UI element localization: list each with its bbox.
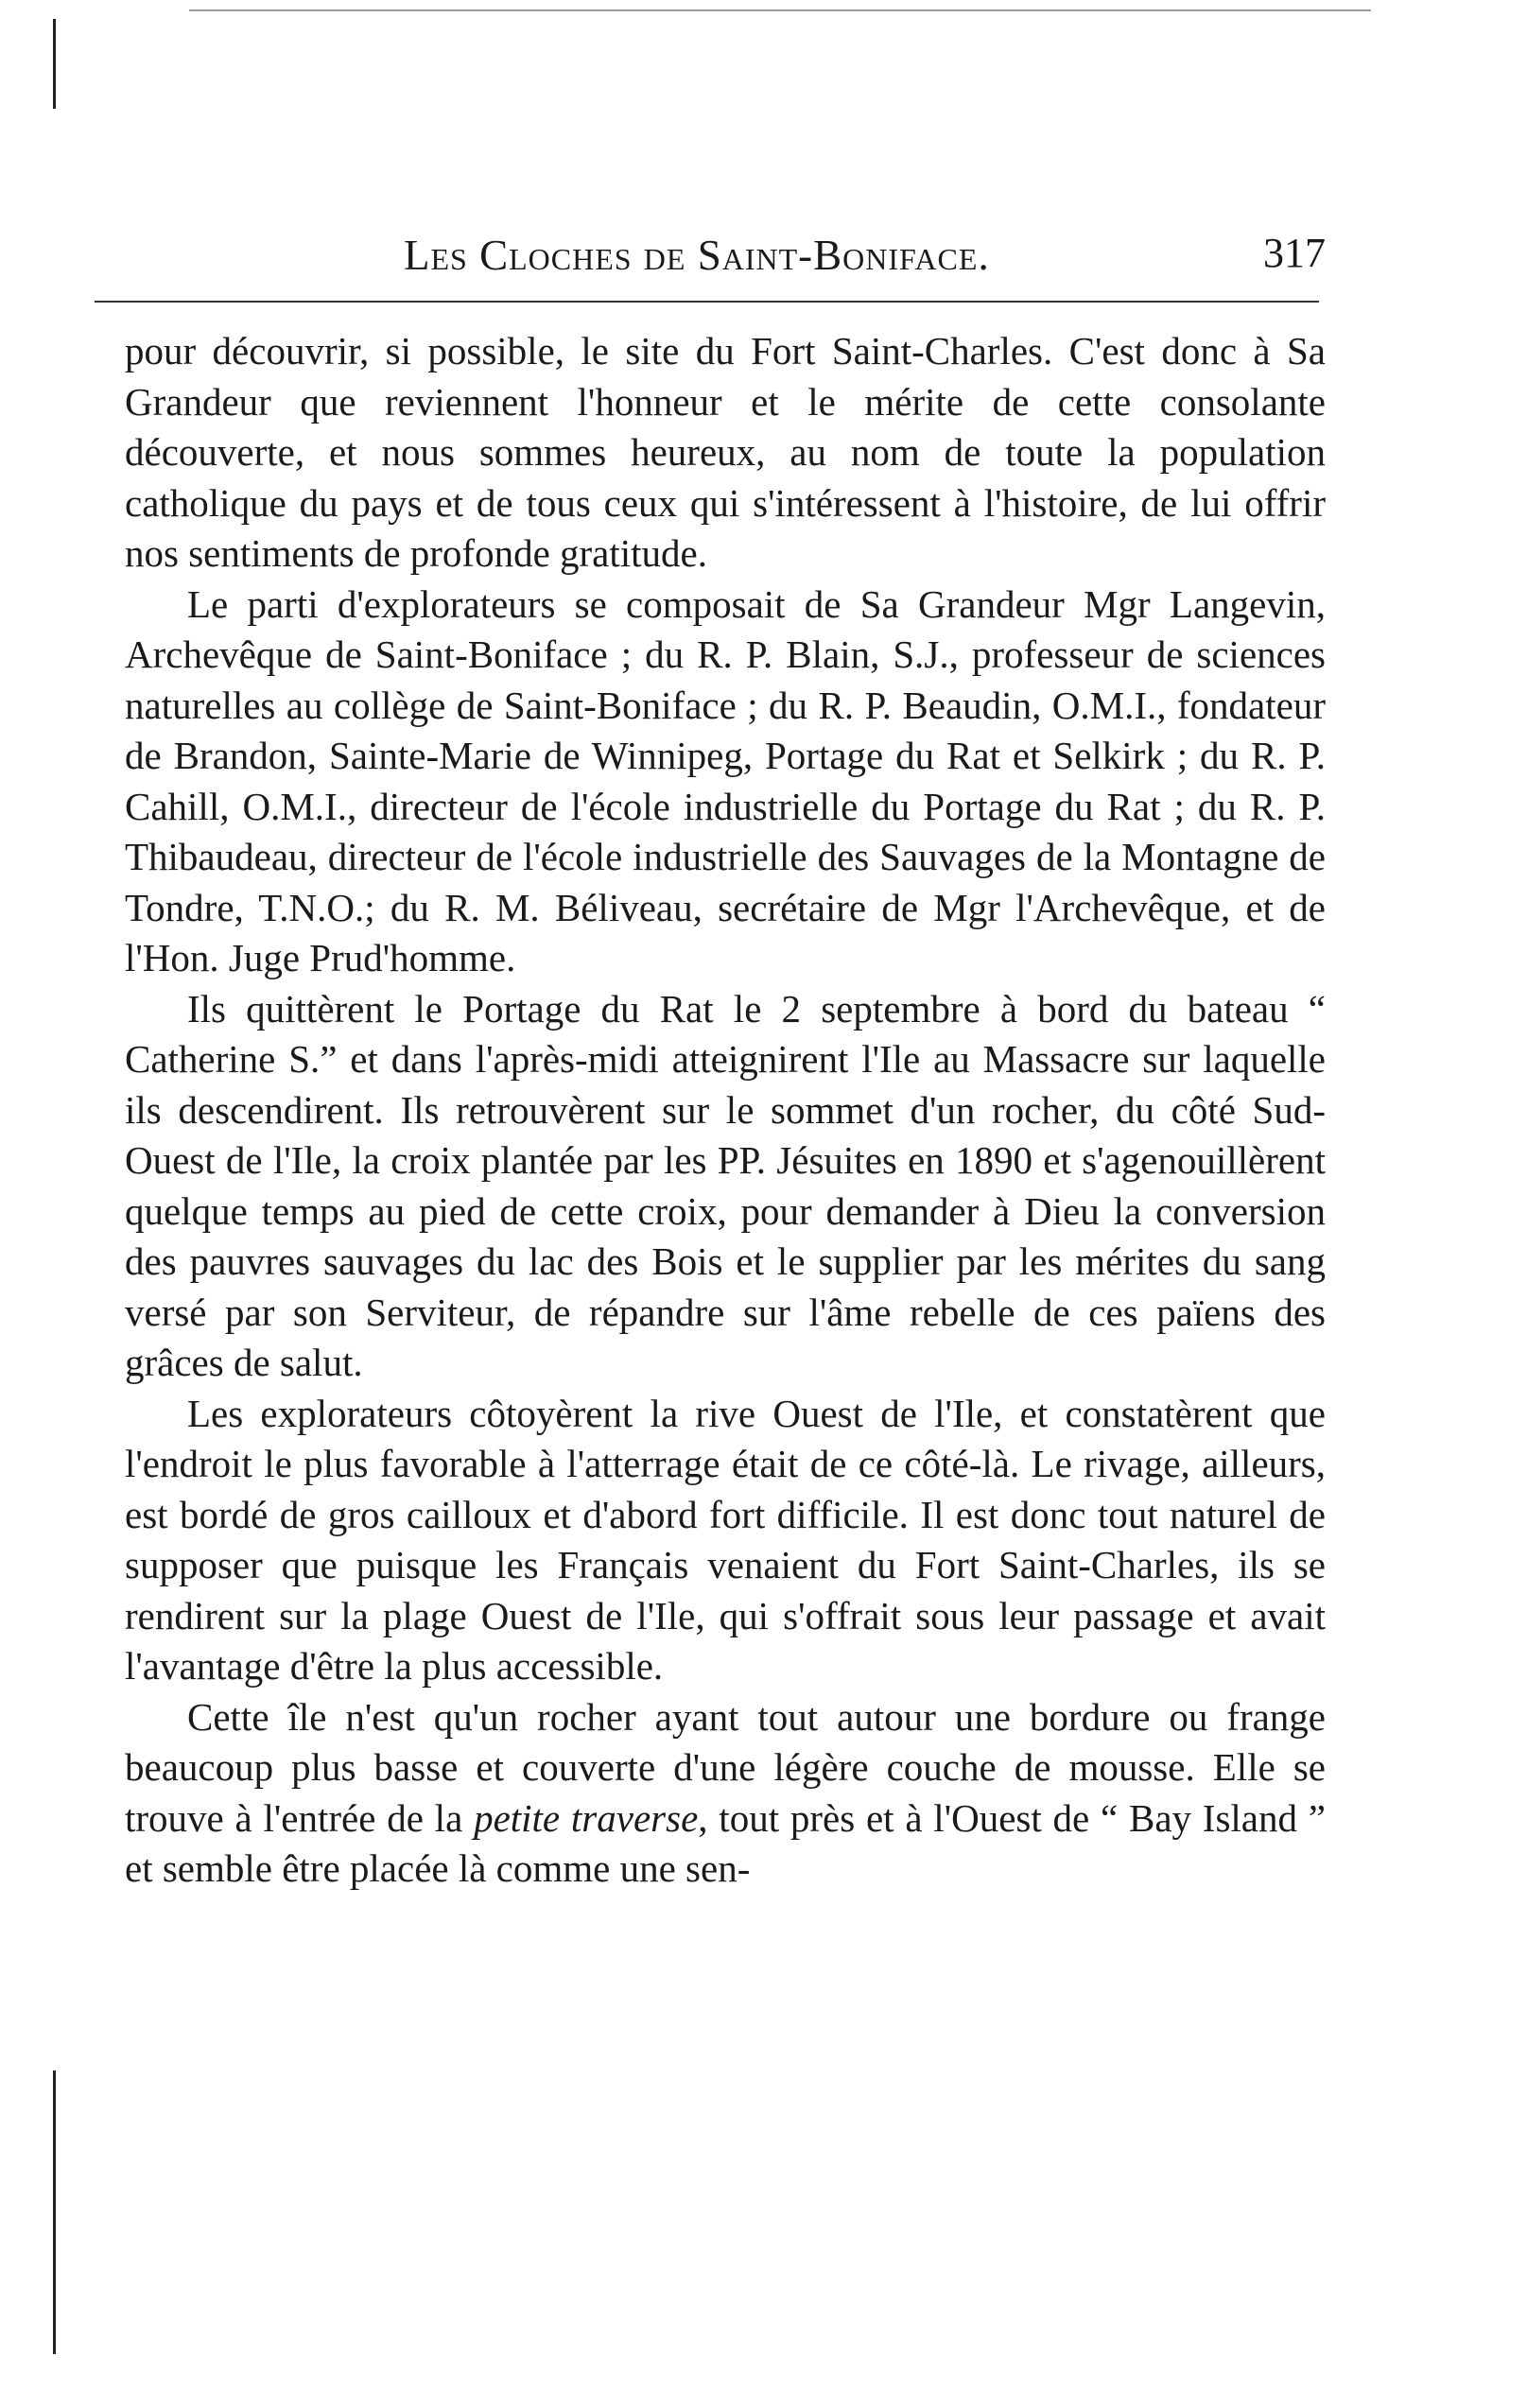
header-rule xyxy=(95,301,1319,303)
paragraph: Ils quittèrent le Portage du Rat le 2 septembre à bord du bateau “ Catherine S.” et dans l'après-midi atteignirent l'Ile au Massacre sur laquelle ils descendirent. Ils retrouvèrent sur le sommet d'un rocher, du côté Sud-Ouest de l'Ile, la croix plantée par les PP. Jésuites en 1890 et s'agenouillèrent quelque temps au pied de cette croix, pour demander à Dieu la conversion des pauvres sauvages du lac des Bois et le supplier par les mérites du sang versé par son Serviteur, de répandre sur l'âme rebelle de ces païens des grâces de salut. xyxy=(125,986,1326,1384)
binding-edge-mark xyxy=(53,19,56,109)
page-header xyxy=(125,223,1326,289)
page-number: 317 xyxy=(1263,230,1326,276)
paragraph: pour découvrir, si possible, le site du Fort Saint-Charles. C'est donc à Sa Grandeur que reviennent l'honneur et le mérite de cette consolante découverte, et nous sommes heureux, au nom de toute la population catholique du pays et de tous ceux qui s'intéressent à l'histoire, de lui offrir nos sentiments de profonde gratitude. xyxy=(125,329,1326,575)
top-edge-rule xyxy=(189,9,1371,11)
paragraph-text: , tout près et à l'Ouest de “ Bay Island ” et semble être placée là comme une sen- xyxy=(125,1795,1326,1890)
paragraph: Les explorateurs côtoyèrent la rive Ouest de l'Ile, et constatèrent que l'endroit le plus favorable à l'atterrage était de ce côté-là. Le rivage, ailleurs, est bordé de gros cailloux et d'abord fort difficile. Il est donc tout naturel de supposer que puisque les Français venaient du Fort Saint-Charles, ils se rendirent sur la plage Ouest de l'Ile, qui s'offrait sous leur passage et avait l'avantage d'être la plus accessible. xyxy=(125,1391,1326,1688)
paragraph xyxy=(125,1692,1326,1895)
binding-edge-mark xyxy=(53,2070,56,2354)
paragraph: Le parti d'explorateurs se composait de Sa Grandeur Mgr Langevin, Archevêque de Saint-Boniface ; du R. P. Blain, S.J., professeur de sciences naturelles au collège de Saint-Boniface ; du R. P. Beaudin, O.M.I., fondateur de Brandon, Sainte-Marie de Winnipeg, Portage du Rat et Selkirk ; du R. P. Cahill, O.M.I., directeur de l'école industrielle du Portage du Rat ; du R. P. Thibaudeau, directeur de l'école industrielle des Sauvages de la Montagne de Tondre, T.N.O.; du R. M. Béliveau, secrétaire de Mgr l'Archevêque, et de l'Hon. Juge Prud'homme. xyxy=(125,581,1326,979)
italic-phrase: petite traverse xyxy=(474,1795,699,1840)
running-title: Les Cloches de Saint-Boniface. xyxy=(404,232,990,279)
paragraph-text: Cette île n'est qu'un rocher ayant tout autour une bordure ou frange beaucoup plus basse et couverte d'une légère couche de mousse. Elle se trouve à l'entrée de la xyxy=(125,1694,1326,1840)
body-text xyxy=(125,326,1326,1895)
